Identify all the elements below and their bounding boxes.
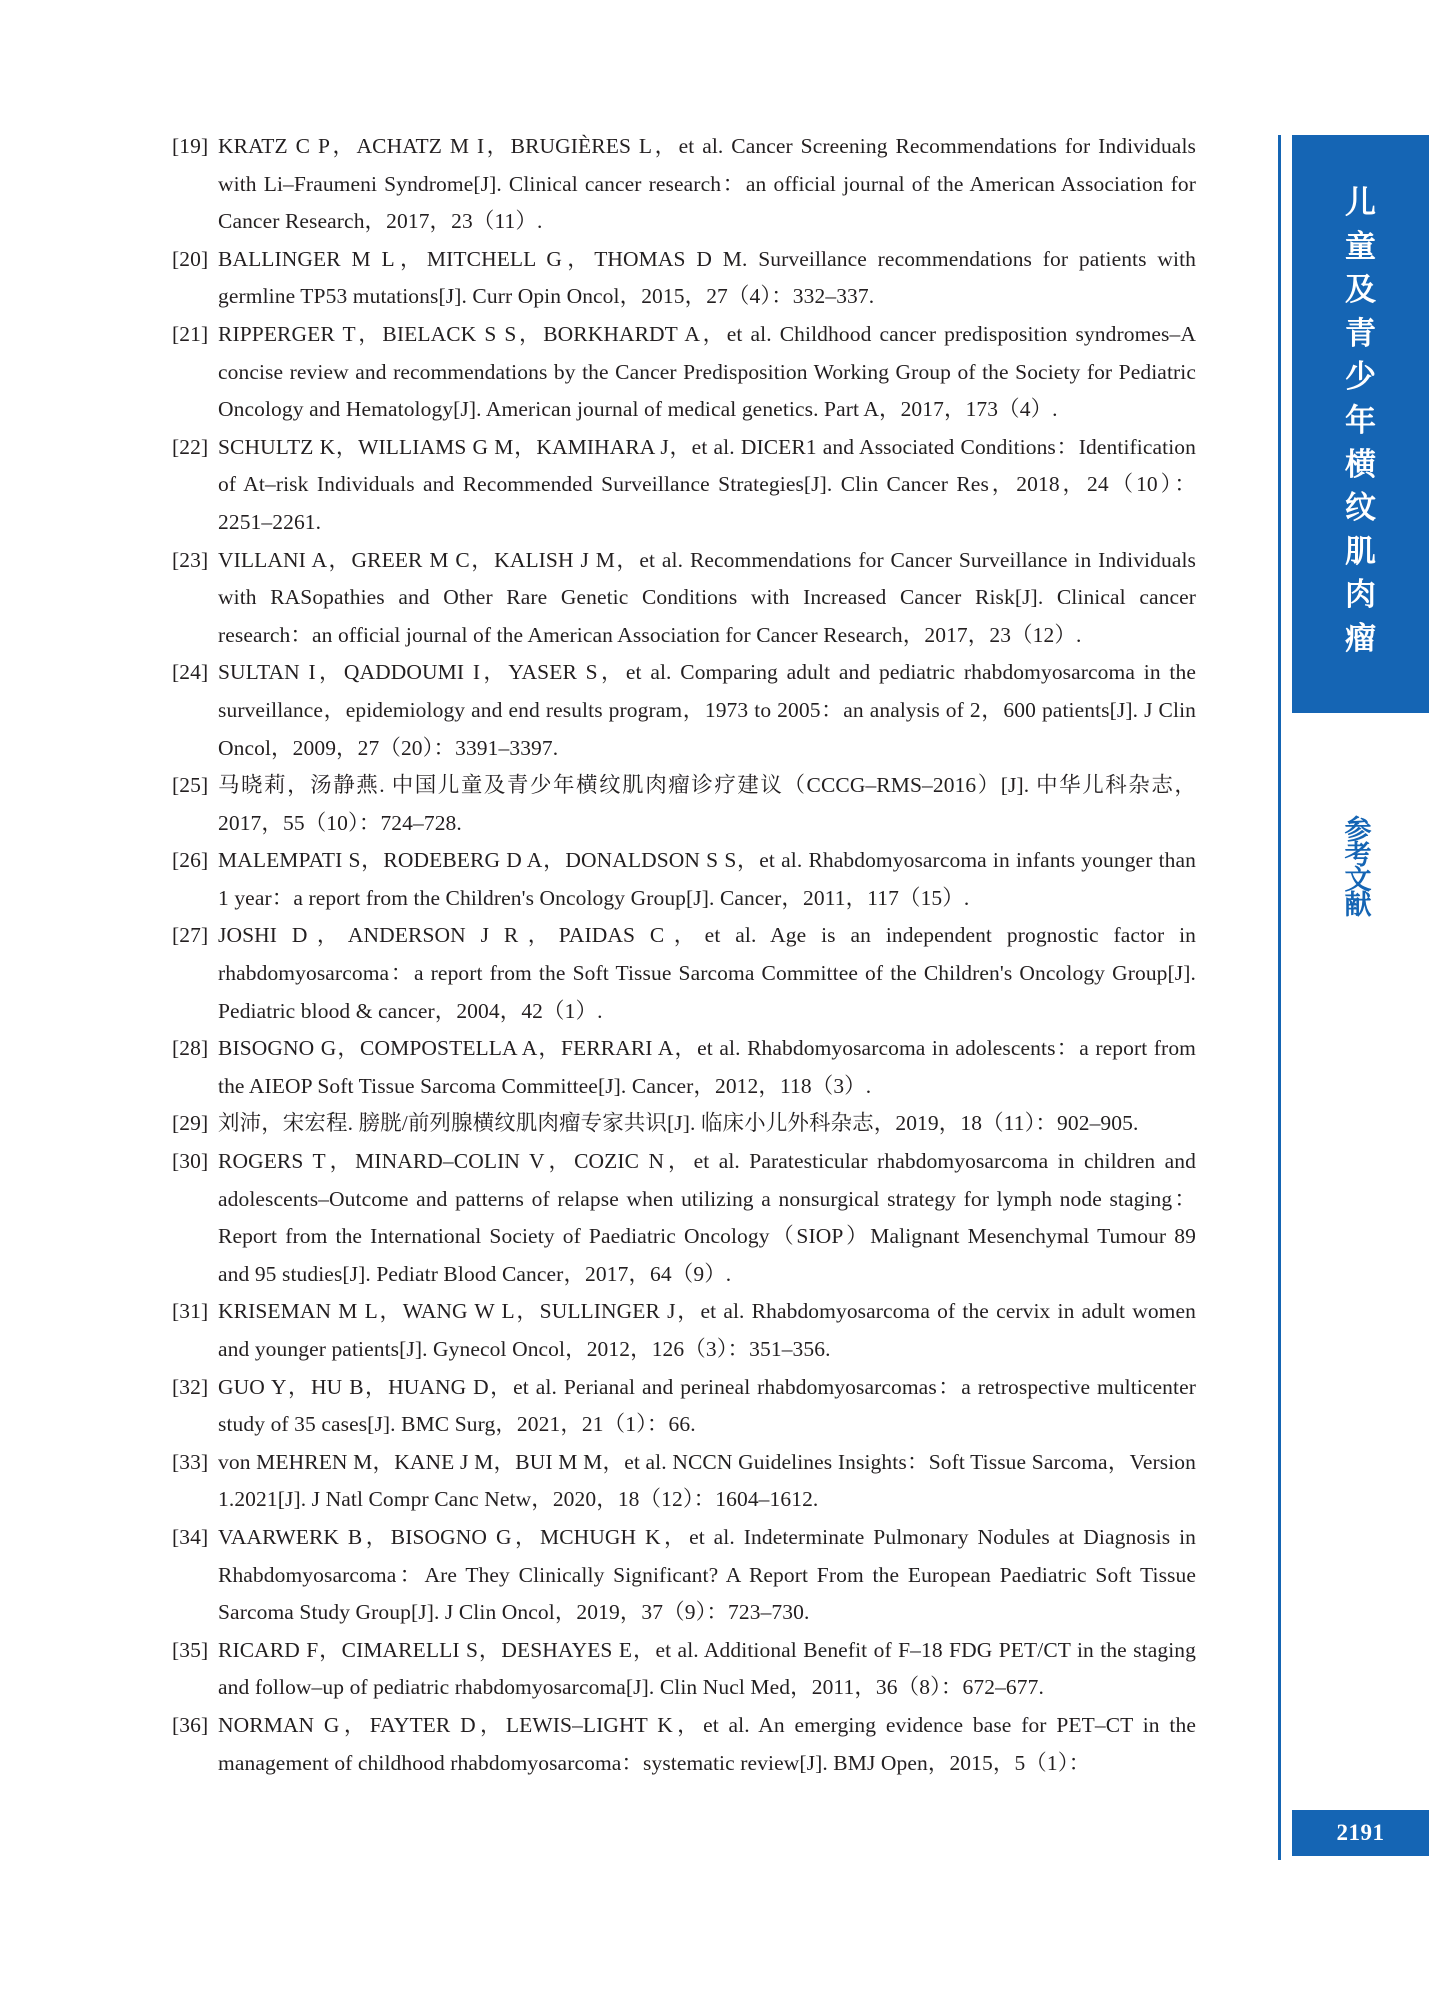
reference-item [172,1143,1196,1293]
chapter-title-char: 横 [1345,446,1376,483]
reference-number: [20] [172,246,209,271]
section-label-char: 参 [1344,815,1372,846]
reference-text: SCHULTZ K，WILLIAMS G M，KAMIHARA J，et al. DICER1 and Associated Conditions：Identification of At–risk Individuals and Recommended Surveillance Strategies[J]. Clin Cancer Res，2018，24（10）：2251–2261. [218,434,1196,534]
chapter-title-char: 少 [1345,359,1376,396]
reference-number: [25] [172,773,209,798]
chapter-title-char: 纹 [1345,490,1376,527]
reference-text: BISOGNO G，COMPOSTELLA A，FERRARI A，et al. Rhabdomyosarcoma in adolescents：a report from the AIEOP Soft Tissue Sarcoma Committee[J]. Cancer，2012，118（3）. [218,1036,1196,1098]
reference-number: [31] [172,1299,209,1324]
reference-text: VILLANI A，GREER M C，KALISH J M，et al. Recommendations for Cancer Surveillance in Individuals with RASopathies and Other Rare Genetic Conditions with Increased Cancer Risk[J]. Clinical cancer research：an official journal of the American Association for Cancer Research，2017，23（12）. [218,547,1196,647]
reference-text: ROGERS T，MINARD–COLIN V，COZIC N，et al. Paratesticular rhabdomyosarcoma in children and adolescents–Outcome and patterns of relapse when utilizing a nonsurgical strategy for lymph node staging：Report from the International Society of Paediatric Oncology（SIOP）Malignant Mesenchymal Tumour 89 and 95 studies[J]. Pediatr Blood Cancer，2017，64（9）. [218,1149,1196,1286]
reference-text: 马晓莉，汤静燕. 中国儿童及青少年横纹肌肉瘤诊疗建议（CCCG–RMS–2016）[J]. 中华儿科杂志，2017，55（10）：724–728. [218,773,1196,835]
reference-number: [24] [172,660,209,685]
reference-number: [35] [172,1637,209,1662]
page-number: 2191 [1292,1810,1429,1856]
chapter-side-tab [1292,135,1429,713]
chapter-title-char: 肉 [1345,577,1376,614]
reference-item [172,1519,1196,1632]
reference-text: KRISEMAN M L，WANG W L，SULLINGER J，et al. Rhabdomyosarcoma of the cervix in adult women and younger patients[J]. Gynecol Oncol，2012，126（3）：351–356. [218,1299,1196,1361]
reference-text: RIPPERGER T，BIELACK S S，BORKHARDT A，et al. Childhood cancer predisposition syndromes–A concise review and recommendations by the Cancer Predisposition Working Group of the Society for Pediatric Oncology and Hematology[J]. American journal of medical genetics. Part A，2017，173（4）. [218,321,1196,422]
reference-item [172,1369,1196,1444]
reference-item [172,1444,1196,1519]
reference-item [172,917,1196,1030]
reference-item [172,542,1196,655]
reference-text: GUO Y，HU B，HUANG D，et al. Perianal and perineal rhabdomyosarcomas：a retrospective multicenter study of 35 cases[J]. BMC Surg，2021，21（1）：66. [218,1374,1196,1437]
reference-text: von MEHREN M，KANE J M，BUI M M，et al. NCCN Guidelines Insights：Soft Tissue Sarcoma，Version 1.2021[J]. J Natl Compr Canc Netw，2020，18（12）：1604–1612. [218,1449,1196,1512]
chapter-title-char: 及 [1345,272,1376,309]
reference-item [172,1707,1196,1782]
reference-text: 刘沛，宋宏程. 膀胱/前列腺横纹肌肉瘤专家共识[J]. 临床小儿外科杂志，2019，18（11）：902–905. [218,1111,1139,1136]
chapter-title-char: 肌 [1345,533,1376,570]
reference-number: [34] [172,1524,209,1549]
reference-item [172,429,1196,542]
reference-number: [29] [172,1111,209,1136]
section-label [1338,815,1378,921]
reference-item [172,842,1196,917]
reference-number: [32] [172,1374,209,1399]
reference-item [172,1105,1196,1143]
section-label-char: 献 [1344,890,1372,921]
reference-number: [21] [172,321,209,346]
reference-number: [30] [172,1149,209,1174]
reference-item [172,1293,1196,1368]
reference-number: [33] [172,1449,209,1474]
chapter-title-char: 儿 [1345,185,1376,221]
reference-item [172,241,1196,316]
side-divider-line [1278,135,1281,1860]
reference-number: [22] [172,434,209,459]
reference-text: BALLINGER M L，MITCHELL G，THOMAS D M. Surveillance recommendations for patients with germline TP53 mutations[J]. Curr Opin Oncol，2015，27（4）：332–337. [218,246,1196,309]
chapter-title-char: 瘤 [1345,620,1376,657]
reference-text: VAARWERK B，BISOGNO G，MCHUGH K，et al. Indeterminate Pulmonary Nodules at Diagnosis in Rhabdomyosarcoma：Are They Clinically Significant? A Report From the European Paediatric Soft Tissue Sarcoma Study Group[J]. J Clin Oncol，2019，37（9）：723–730. [218,1524,1196,1625]
reference-item [172,1632,1196,1707]
reference-number: [28] [172,1036,209,1061]
section-label-char: 考 [1344,840,1372,871]
reference-text: MALEMPATI S，RODEBERG D A，DONALDSON S S，et al. Rhabdomyosarcoma in infants younger than 1 year：a report from the Children's Oncology Group[J]. Cancer，2011，117（15）. [218,848,1196,910]
reference-number: [23] [172,547,209,572]
reference-number: [26] [172,848,209,873]
reference-item [172,654,1196,767]
reference-text: RICARD F，CIMARELLI S，DESHAYES E，et al. Additional Benefit of F–18 FDG PET/CT in the staging and follow–up of pediatric rhabdomyosarcoma[J]. Clin Nucl Med，2011，36（8）：672–677. [218,1637,1196,1700]
reference-number: [27] [172,923,209,948]
reference-item [172,316,1196,429]
reference-text: SULTAN I，QADDOUMI I，YASER S，et al. Comparing adult and pediatric rhabdomyosarcoma in the surveillance，epidemiology and end results program，1973 to 2005：an analysis of 2，600 patients[J]. J Clin Oncol，2009，27（20）：3391–3397. [218,660,1196,760]
chapter-title-char: 青 [1345,315,1376,352]
chapter-title-char: 年 [1345,402,1376,439]
reference-item [172,767,1196,842]
chapter-title-char: 童 [1345,228,1376,265]
reference-item [172,128,1196,241]
reference-text: NORMAN G，FAYTER D，LEWIS–LIGHT K，et al. An emerging evidence base for PET–CT in the management of childhood rhabdomyosarcoma：systematic review[J]. BMJ Open，2015，5（1）： [218,1712,1196,1775]
reference-text: JOSHI D，ANDERSON J R，PAIDAS C，et al. Age is an independent prognostic factor in rhabdomyosarcoma：a report from the Soft Tissue Sarcoma Committee of the Children's Oncology Group[J]. Pediatric blood & cancer，2004，42（1）. [218,923,1196,1023]
section-label-char: 文 [1344,865,1372,896]
reference-number: [19] [172,134,209,158]
reference-text: KRATZ C P，ACHATZ M I，BRUGIÈRES L，et al. Cancer Screening Recommendations for Individuals with Li–Fraumeni Syndrome[J]. Clinical cancer research：an official journal of the American Association for Cancer Research，2017，23（11）. [218,134,1196,234]
reference-item [172,1030,1196,1105]
reference-list [172,128,1196,1782]
reference-number: [36] [172,1712,209,1737]
